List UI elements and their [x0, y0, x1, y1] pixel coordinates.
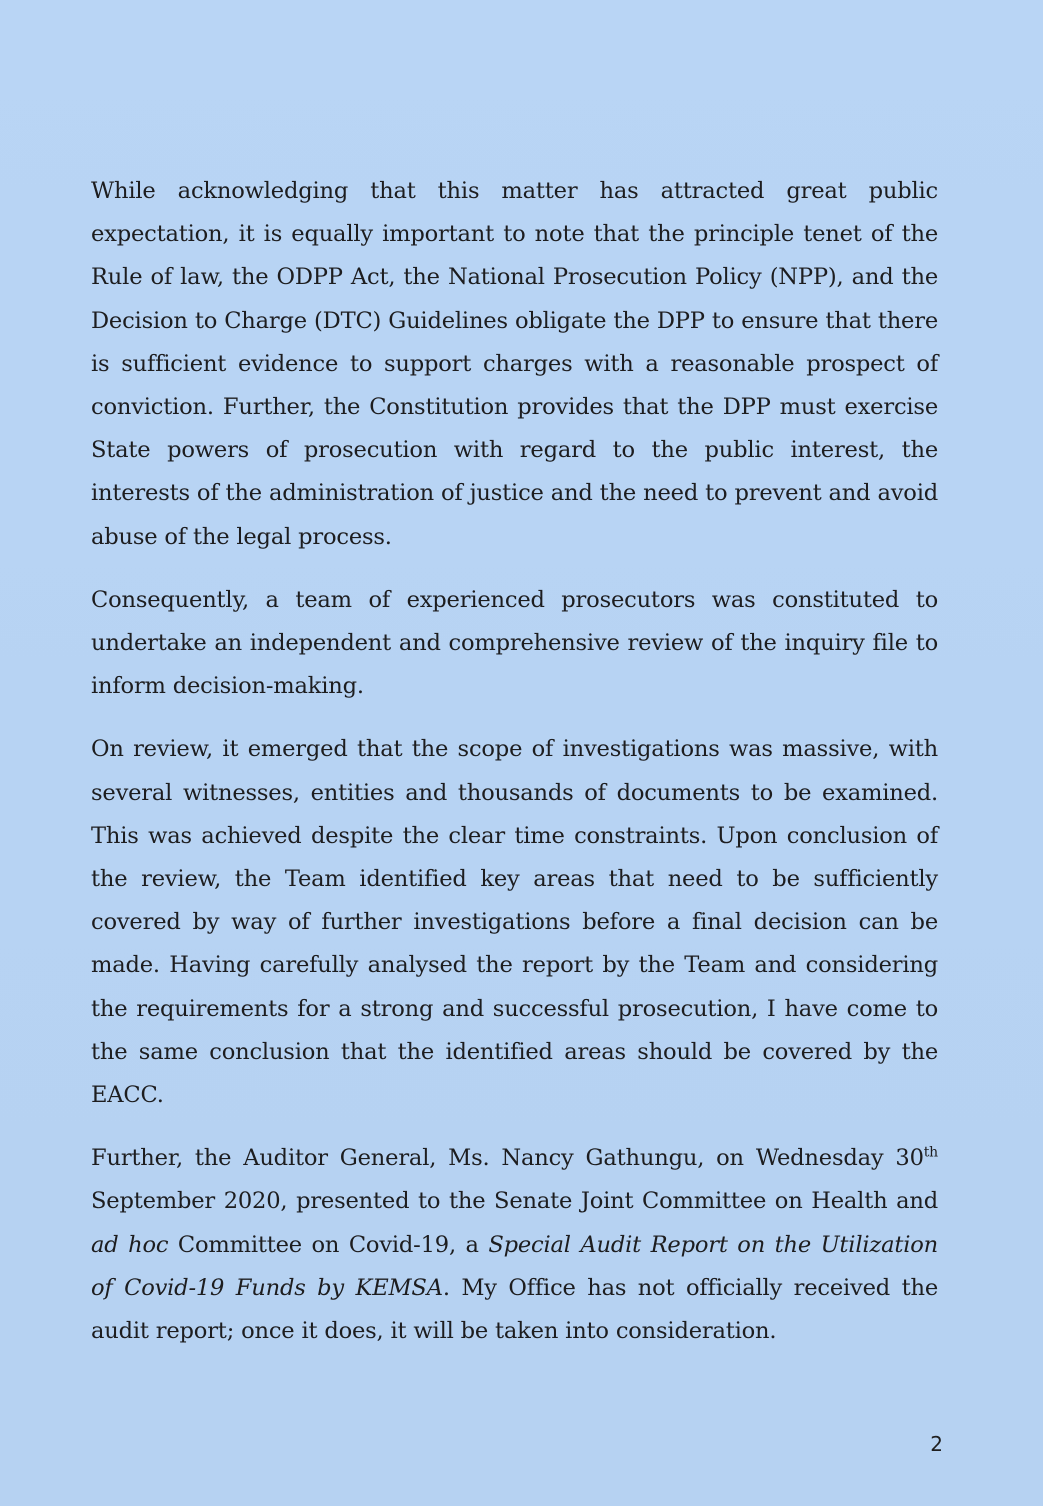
- audit-text-part4: . My Office has not officially received the audit report; once it does, it will be taken into consideration.: [91, 1274, 938, 1345]
- paragraph-public-expectation: While acknowledging that this matter has attracted great public expectation, it is equally important to note that the principle tenet of the Rule of law, the ODPP Act, the National Prosecution Policy (NPP), and the Decision to Charge (DTC) Guidelines obligate the DPP to ensure that there is sufficient evidence to support charges with a reasonable prospect of conviction. Further, the Constitution provides that the DPP must exercise State powers of prosecution with regard to the public interest, the interests of the administration of justice and the need to prevent and avoid abuse of the legal process.: [91, 178, 938, 550]
- audit-text-part1: Further, the Auditor General, Ms. Nancy Gathungu, on Wednesday 30: [91, 1145, 924, 1172]
- audit-text-part3: Committee on Covid-19, a: [168, 1231, 489, 1258]
- date-ordinal-superscript: th: [923, 1144, 938, 1161]
- paragraph-review-findings: On review, it emerged that the scope of investigations was massive, with several witnesses, entities and thousands of documents to be examined. This was achieved despite the clear time constraints. Upon conclusion of the review, the Team identified key areas that need to be sufficiently covered by way of further investigations before a final decision can be made. Having carefully analysed the report by the Team and considering the requirements for a strong and successful prosecution, I have come to the same conclusion that the identified areas should be covered by the EACC.: [91, 736, 938, 1109]
- paragraph-review-team: Consequently, a team of experienced prosecutors was constituted to undertake an independent and comprehensive review of the inquiry file to inform decision-making.: [91, 586, 938, 700]
- audit-text-part2: September 2020, presented to the Senate Joint Committee on Health and: [91, 1188, 938, 1215]
- document-body: [91, 170, 938, 1373]
- paragraph-audit-report: [91, 1137, 938, 1353]
- page-number: 2: [930, 1432, 943, 1456]
- audit-italic-ad-hoc: ad hoc: [91, 1231, 169, 1258]
- audit-report-title: Special Audit Report on the Utilization of Covid-19 Funds by KEMSA: [91, 1231, 939, 1301]
